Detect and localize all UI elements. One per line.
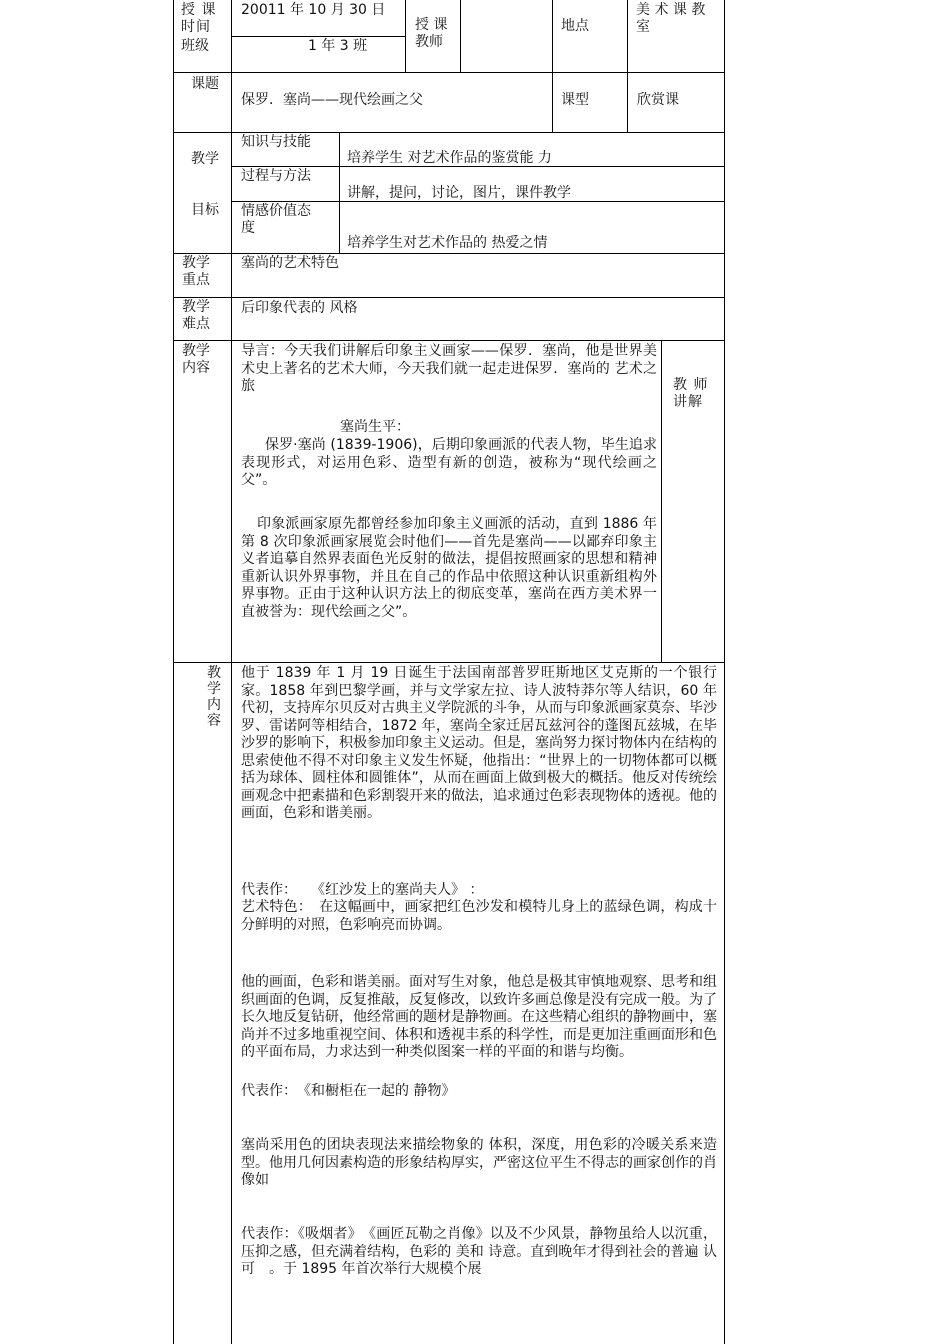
- grid-line: [552, 0, 553, 132]
- time-label: 授 课 时间: [181, 2, 217, 35]
- grid-line: [173, 253, 725, 254]
- bio-title: 塞尚生平：: [340, 419, 410, 435]
- goal-attitude-label: 情感价值态 度: [241, 203, 311, 236]
- goal-knowledge-value: 培养学生 对艺术作品的鉴赏能 力: [347, 150, 552, 166]
- goals-label-bottom: 目标: [191, 202, 219, 218]
- art-feature-paragraph: 艺术特色： 在这幅画中，画家把红色沙发和模特儿身上的蓝绿色调，构成十分鲜明的对照，色彩响亮而协调。: [241, 899, 717, 933]
- grid-line: [173, 340, 725, 341]
- grid-line: [173, 662, 725, 663]
- grid-line: [173, 297, 725, 298]
- location-value: 美 术 课 教 室: [636, 2, 706, 35]
- topic-label: 课题: [191, 76, 219, 92]
- teacher-label: 授 课 教师: [415, 17, 448, 50]
- goal-knowledge-label: 知识与技能: [241, 134, 311, 150]
- grid-line: [460, 0, 461, 72]
- location-label: 地点: [561, 18, 589, 34]
- later-years-paragraph: 代表作：《吸烟者》 《画匠瓦勒之肖像》以及不少风景，静物虽给人以沉重，压抑之感，但充满着结构，色彩的 美和 诗意。直到晚年才得到社会的普遍 认可 。于 1895 年首次举行大规模个展: [241, 1226, 717, 1277]
- representative-work-1: 代表作： 《红沙发上的塞尚夫人》 ：: [241, 882, 484, 898]
- grid-line: [173, 72, 725, 73]
- intro-paragraph: 导言：今天我们讲解后印象主义画家——保罗．塞尚，他是世界美术史上著名的艺术大师，今天我们就一起走进保罗．塞尚的 艺术之旅: [241, 343, 657, 394]
- difficulty-value: 后印象代表的 风格: [241, 300, 358, 316]
- content1-label: 教学 内容: [182, 343, 210, 376]
- grid-line: [661, 340, 662, 662]
- type-label: 课型: [561, 92, 589, 108]
- goal-process-label: 过程与方法: [241, 168, 311, 184]
- grid-line: [231, 36, 405, 37]
- bio-paragraph: 保罗·塞尚 (1839-1906)，后期印象画派的代表人物，毕生追求表现形式，对运用色彩、造型有新的创造，被称为“现代绘画之父”。: [241, 437, 657, 488]
- class-value: 1 年 3 班: [308, 38, 368, 54]
- teacher-explain-note: 教 师 讲解: [673, 377, 709, 410]
- type-value: 欣赏课: [637, 92, 679, 108]
- topic-title: 保罗．塞尚——现代绘画之父: [241, 92, 423, 108]
- class-label: 班级: [181, 38, 209, 54]
- life-paragraph: 他于 1839 年 1 月 19 日诞生于法国南部普罗旺斯地区艾克斯的一个银行家。1858 年到巴黎学画，并与文学家左拉、诗人波特莽尔等人结识，60 年代初，支持库尔贝反对古典主义学院派的斗争，从而与印象派画家莫奈、毕沙罗、雷诺阿等相结合，1872 年，塞尚全家迁居瓦兹河谷的蓬图瓦兹城，在毕沙罗的影响下，积极参加印象主义运动。但是，塞尚努力探讨物体内在结构的思索使他不得不对印象主义发生怀疑，他指出：“世界上的一切物体都可以概括为球体、圆柱体和圆锥体”，从而在画面上做到极大的概括。他反对传统绘画观念中把素描和色彩割裂开来的做法，追求通过色彩表现物体的透视。他的画面，色彩和谐美丽。: [241, 665, 717, 821]
- key-point-value: 塞尚的艺术特色: [241, 255, 339, 271]
- grid-line: [405, 0, 406, 72]
- content2-label: 教 学 内 容: [207, 665, 221, 729]
- grid-line: [627, 0, 628, 132]
- representative-work-2: 代表作： 《和橱柜在一起的 静物》: [241, 1083, 456, 1099]
- table-border-left: [173, 0, 174, 1344]
- goal-process-value: 讲解，提问，讨论，图片，课件教学: [347, 185, 571, 201]
- history-paragraph: 印象派画家原先都曾经参加印象主义画派的活动，直到 1886 年第 8 次印象派画家展览会时他们——首先是塞尚——以鄙弃印象主义者追摹自然界表面色光反射的做法，提倡按照画家的思想和精神重新认识外界事物，并且在自己的作品中依照这种认识重新组构外界事物。正由于这种认识方法上的彻底变革，塞尚在西方美术界一直被誉为：现代绘画之父”。: [241, 516, 657, 620]
- goals-label-top: 教学: [191, 151, 219, 167]
- lesson-date: 20011 年 10 月 30 日: [241, 2, 386, 18]
- grid-line: [173, 132, 725, 133]
- grid-line: [339, 132, 340, 253]
- painting-style-paragraph: 他的画面，色彩和谐美丽。面对写生对象，他总是极其审慎地观察、思考和组织画面的色调，反复推敲，反复修改，以致许多画总像是没有完成一般。为了长久地反复钻研，他经常画的题材是静物画。在这些精心组织的静物画中，塞尚并不过多地重视空间、体积和透视丰系的科学性，而是更加注重画面形和色的平面布局，力求达到一种类似图案一样的平面的和谐与均衡。: [241, 974, 717, 1060]
- goal-attitude-value: 培养学生对艺术作品的 热爱之情: [347, 235, 548, 251]
- key-point-label: 教学 重点: [182, 255, 210, 288]
- color-technique-paragraph: 塞尚采用色的团块表现法来描绘物象的 体积，深度，用色彩的冷暖关系来造型。他用几何因素构造的形象结构厚实，严密这位平生不得志的画家创作的肖像如: [241, 1137, 717, 1188]
- difficulty-label: 教学 难点: [182, 299, 210, 332]
